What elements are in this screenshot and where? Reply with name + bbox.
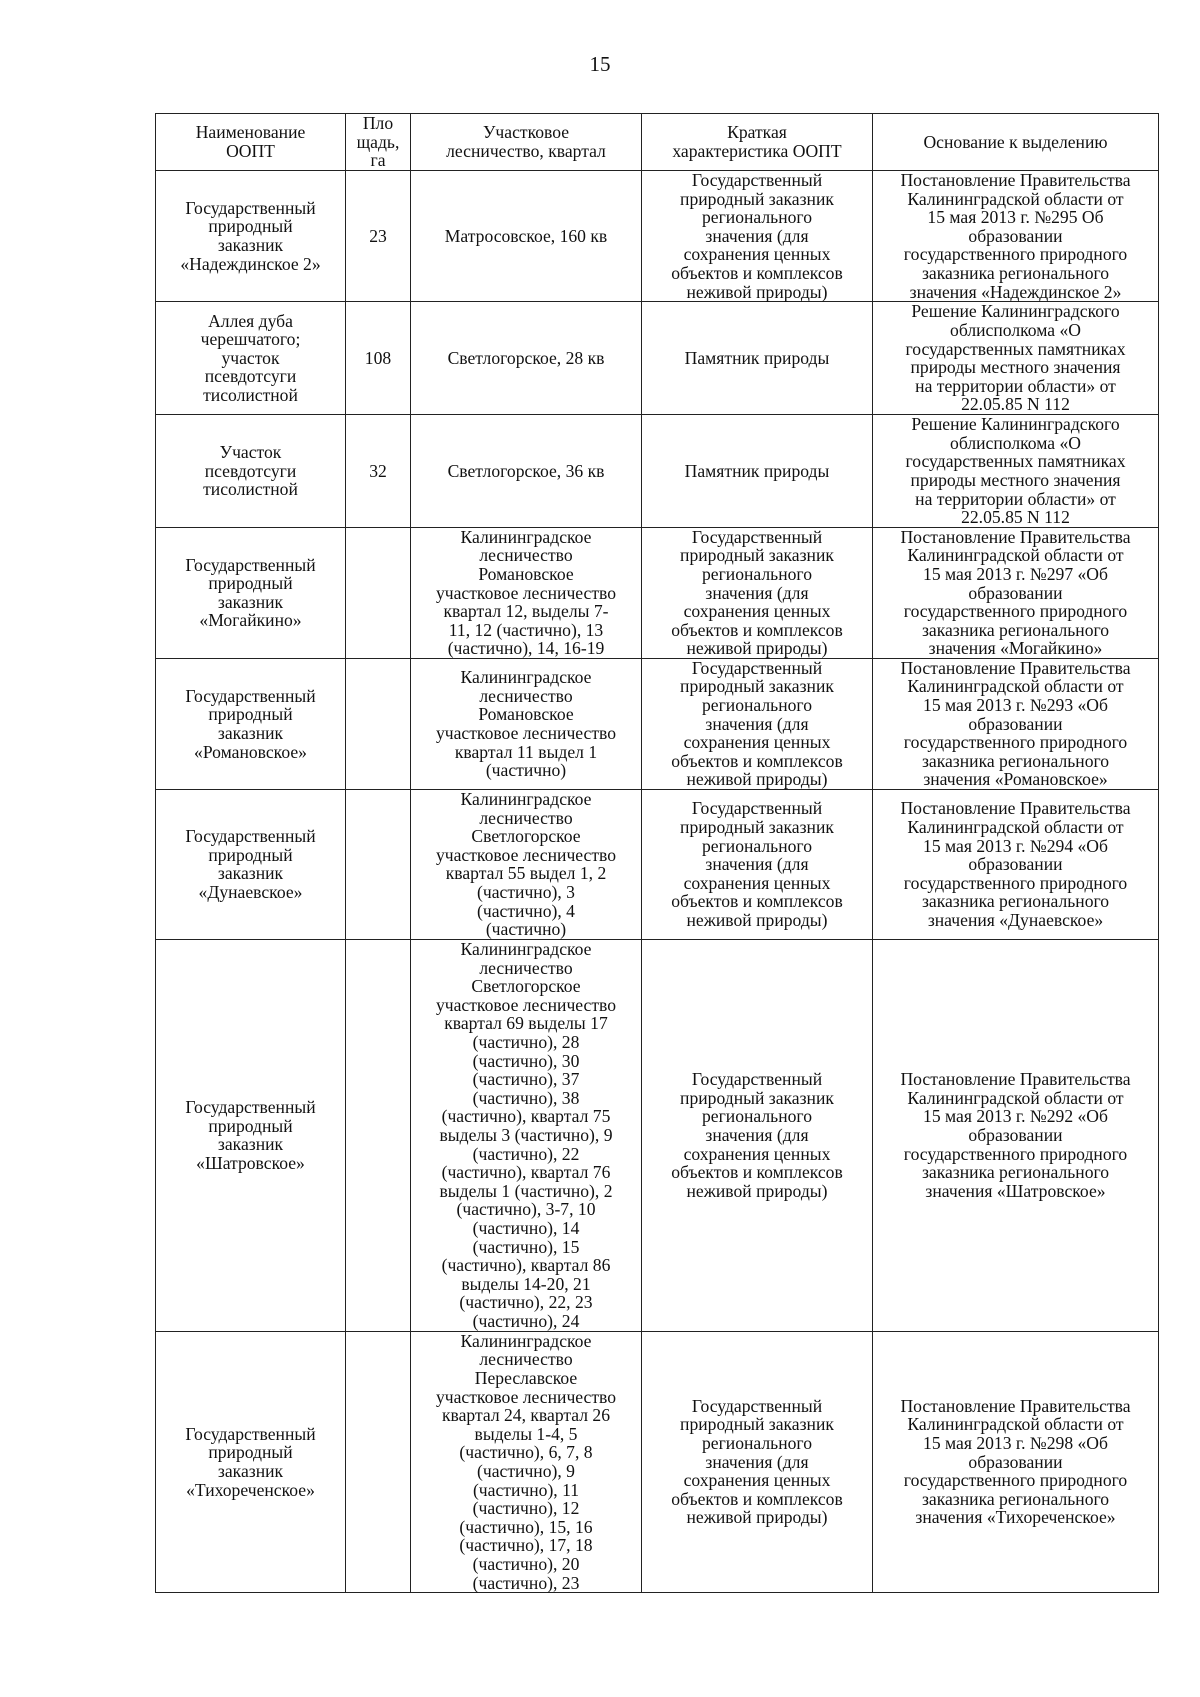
cell-characteristic: Памятник природы (642, 415, 873, 528)
cell-area: 23 (346, 171, 411, 302)
cell-basis: Постановление Правительства Калининградской области от 15 мая 2013 г. №297 «Об образовании государственного природного заказника регионального значения «Могайкино» (873, 527, 1159, 658)
cell-basis: Постановление Правительства Калининградской области от 15 мая 2013 г. №294 «Об образовании государственного природного заказника регионального значения «Дунаевское» (873, 790, 1159, 940)
cell-area (346, 1331, 411, 1592)
cell-characteristic: Памятник природы (642, 302, 873, 415)
cell-characteristic: Государственный природный заказник регионального значения (для сохранения ценных объектов и комплексов неживой природы) (642, 1331, 873, 1592)
cell-name: Государственный природный заказник «Дунаевское» (156, 790, 346, 940)
header-name: Наименование ООПТ (156, 114, 346, 171)
cell-forestry: Калининградское лесничество Романовское участковое лесничество квартал 11 выдел 1 (частично) (411, 658, 642, 789)
cell-area (346, 790, 411, 940)
table-row (156, 658, 1159, 789)
cell-name: Государственный природный заказник «Романовское» (156, 658, 346, 789)
cell-forestry: Калининградское лесничество Светлогорское участковое лесничество квартал 55 выдел 1, 2 (частично), 3 (частично), 4 (частично) (411, 790, 642, 940)
cell-characteristic: Государственный природный заказник регионального значения (для сохранения ценных объектов и комплексов неживой природы) (642, 527, 873, 658)
cell-name: Государственный природный заказник «Тихореченское» (156, 1331, 346, 1592)
cell-area (346, 658, 411, 789)
cell-forestry: Калининградское лесничество Переславское участковое лесничество квартал 24, квартал 26 выделы 1-4, 5 (частично), 6, 7, 8 (частично), 9 (частично), 11 (частично), 12 (частично), 15, 16 (частично), 17, 18 (частично), 20 (частично), 23 (411, 1331, 642, 1592)
cell-basis: Постановление Правительства Калининградской области от 15 мая 2013 г. №293 «Об образовании государственного природного заказника регионального значения «Романовское» (873, 658, 1159, 789)
cell-basis: Решение Калининградского облисполкома «О государственных памятниках природы местного значения на территории области» от 22.05.85 N 112 (873, 415, 1159, 528)
header-area: Пло щадь, га (346, 114, 411, 171)
cell-area (346, 527, 411, 658)
cell-forestry: Светлогорское, 36 кв (411, 415, 642, 528)
table-row (156, 415, 1159, 528)
cell-forestry: Калининградское лесничество Светлогорское участковое лесничество квартал 69 выделы 17 (частично), 28 (частично), 30 (частично), 37 (частично), 38 (частично), квартал 75 выделы 3 (частично), 9 (частично), 22 (частично), квартал 76 выделы 1 (частично), 2 (частично), 3-7, 10 (частично), 14 (частично), 15 (частично), квартал 86 выделы 14-20, 21 (частично), 22, 23 (частично), 24 (411, 939, 642, 1331)
table-header-row (156, 114, 1159, 171)
cell-forestry: Матросовское, 160 кв (411, 171, 642, 302)
table-row (156, 171, 1159, 302)
cell-characteristic: Государственный природный заказник регионального значения (для сохранения ценных объектов и комплексов неживой природы) (642, 171, 873, 302)
cell-name: Государственный природный заказник «Шатровское» (156, 939, 346, 1331)
page-number: 15 (589, 52, 611, 76)
cell-name: Государственный природный заказник «Надеждинское 2» (156, 171, 346, 302)
cell-area: 32 (346, 415, 411, 528)
table-row (156, 939, 1159, 1331)
cell-name: Государственный природный заказник «Могайкино» (156, 527, 346, 658)
header-basis: Основание к выделению (873, 114, 1159, 171)
cell-area: 108 (346, 302, 411, 415)
cell-basis: Решение Калининградского облисполкома «О государственных памятниках природы местного значения на территории области» от 22.05.85 N 112 (873, 302, 1159, 415)
table-row (156, 302, 1159, 415)
cell-name: Аллея дуба черешчатого; участок псевдотсуги тисолистной (156, 302, 346, 415)
cell-forestry: Калининградское лесничество Романовское участковое лесничество квартал 12, выделы 7- 11, 12 (частично), 13 (частично), 14, 16-19 (411, 527, 642, 658)
cell-basis: Постановление Правительства Калининградской области от 15 мая 2013 г. №295 Об образовании государственного природного заказника регионального значения «Надеждинское 2» (873, 171, 1159, 302)
protected-areas-table (155, 113, 1159, 1593)
table-row (156, 790, 1159, 940)
cell-characteristic: Государственный природный заказник регионального значения (для сохранения ценных объектов и комплексов неживой природы) (642, 658, 873, 789)
cell-characteristic: Государственный природный заказник регионального значения (для сохранения ценных объектов и комплексов неживой природы) (642, 790, 873, 940)
header-characteristic: Краткая характеристика ООПТ (642, 114, 873, 171)
table-row (156, 527, 1159, 658)
cell-basis: Постановление Правительства Калининградской области от 15 мая 2013 г. №298 «Об образовании государственного природного заказника регионального значения «Тихореченское» (873, 1331, 1159, 1592)
table-row (156, 1331, 1159, 1592)
cell-basis: Постановление Правительства Калининградской области от 15 мая 2013 г. №292 «Об образовании государственного природного заказника регионального значения «Шатровское» (873, 939, 1159, 1331)
header-forestry: Участковое лесничество, квартал (411, 114, 642, 171)
cell-area (346, 939, 411, 1331)
cell-name: Участок псевдотсуги тисолистной (156, 415, 346, 528)
cell-forestry: Светлогорское, 28 кв (411, 302, 642, 415)
cell-characteristic: Государственный природный заказник регионального значения (для сохранения ценных объектов и комплексов неживой природы) (642, 939, 873, 1331)
